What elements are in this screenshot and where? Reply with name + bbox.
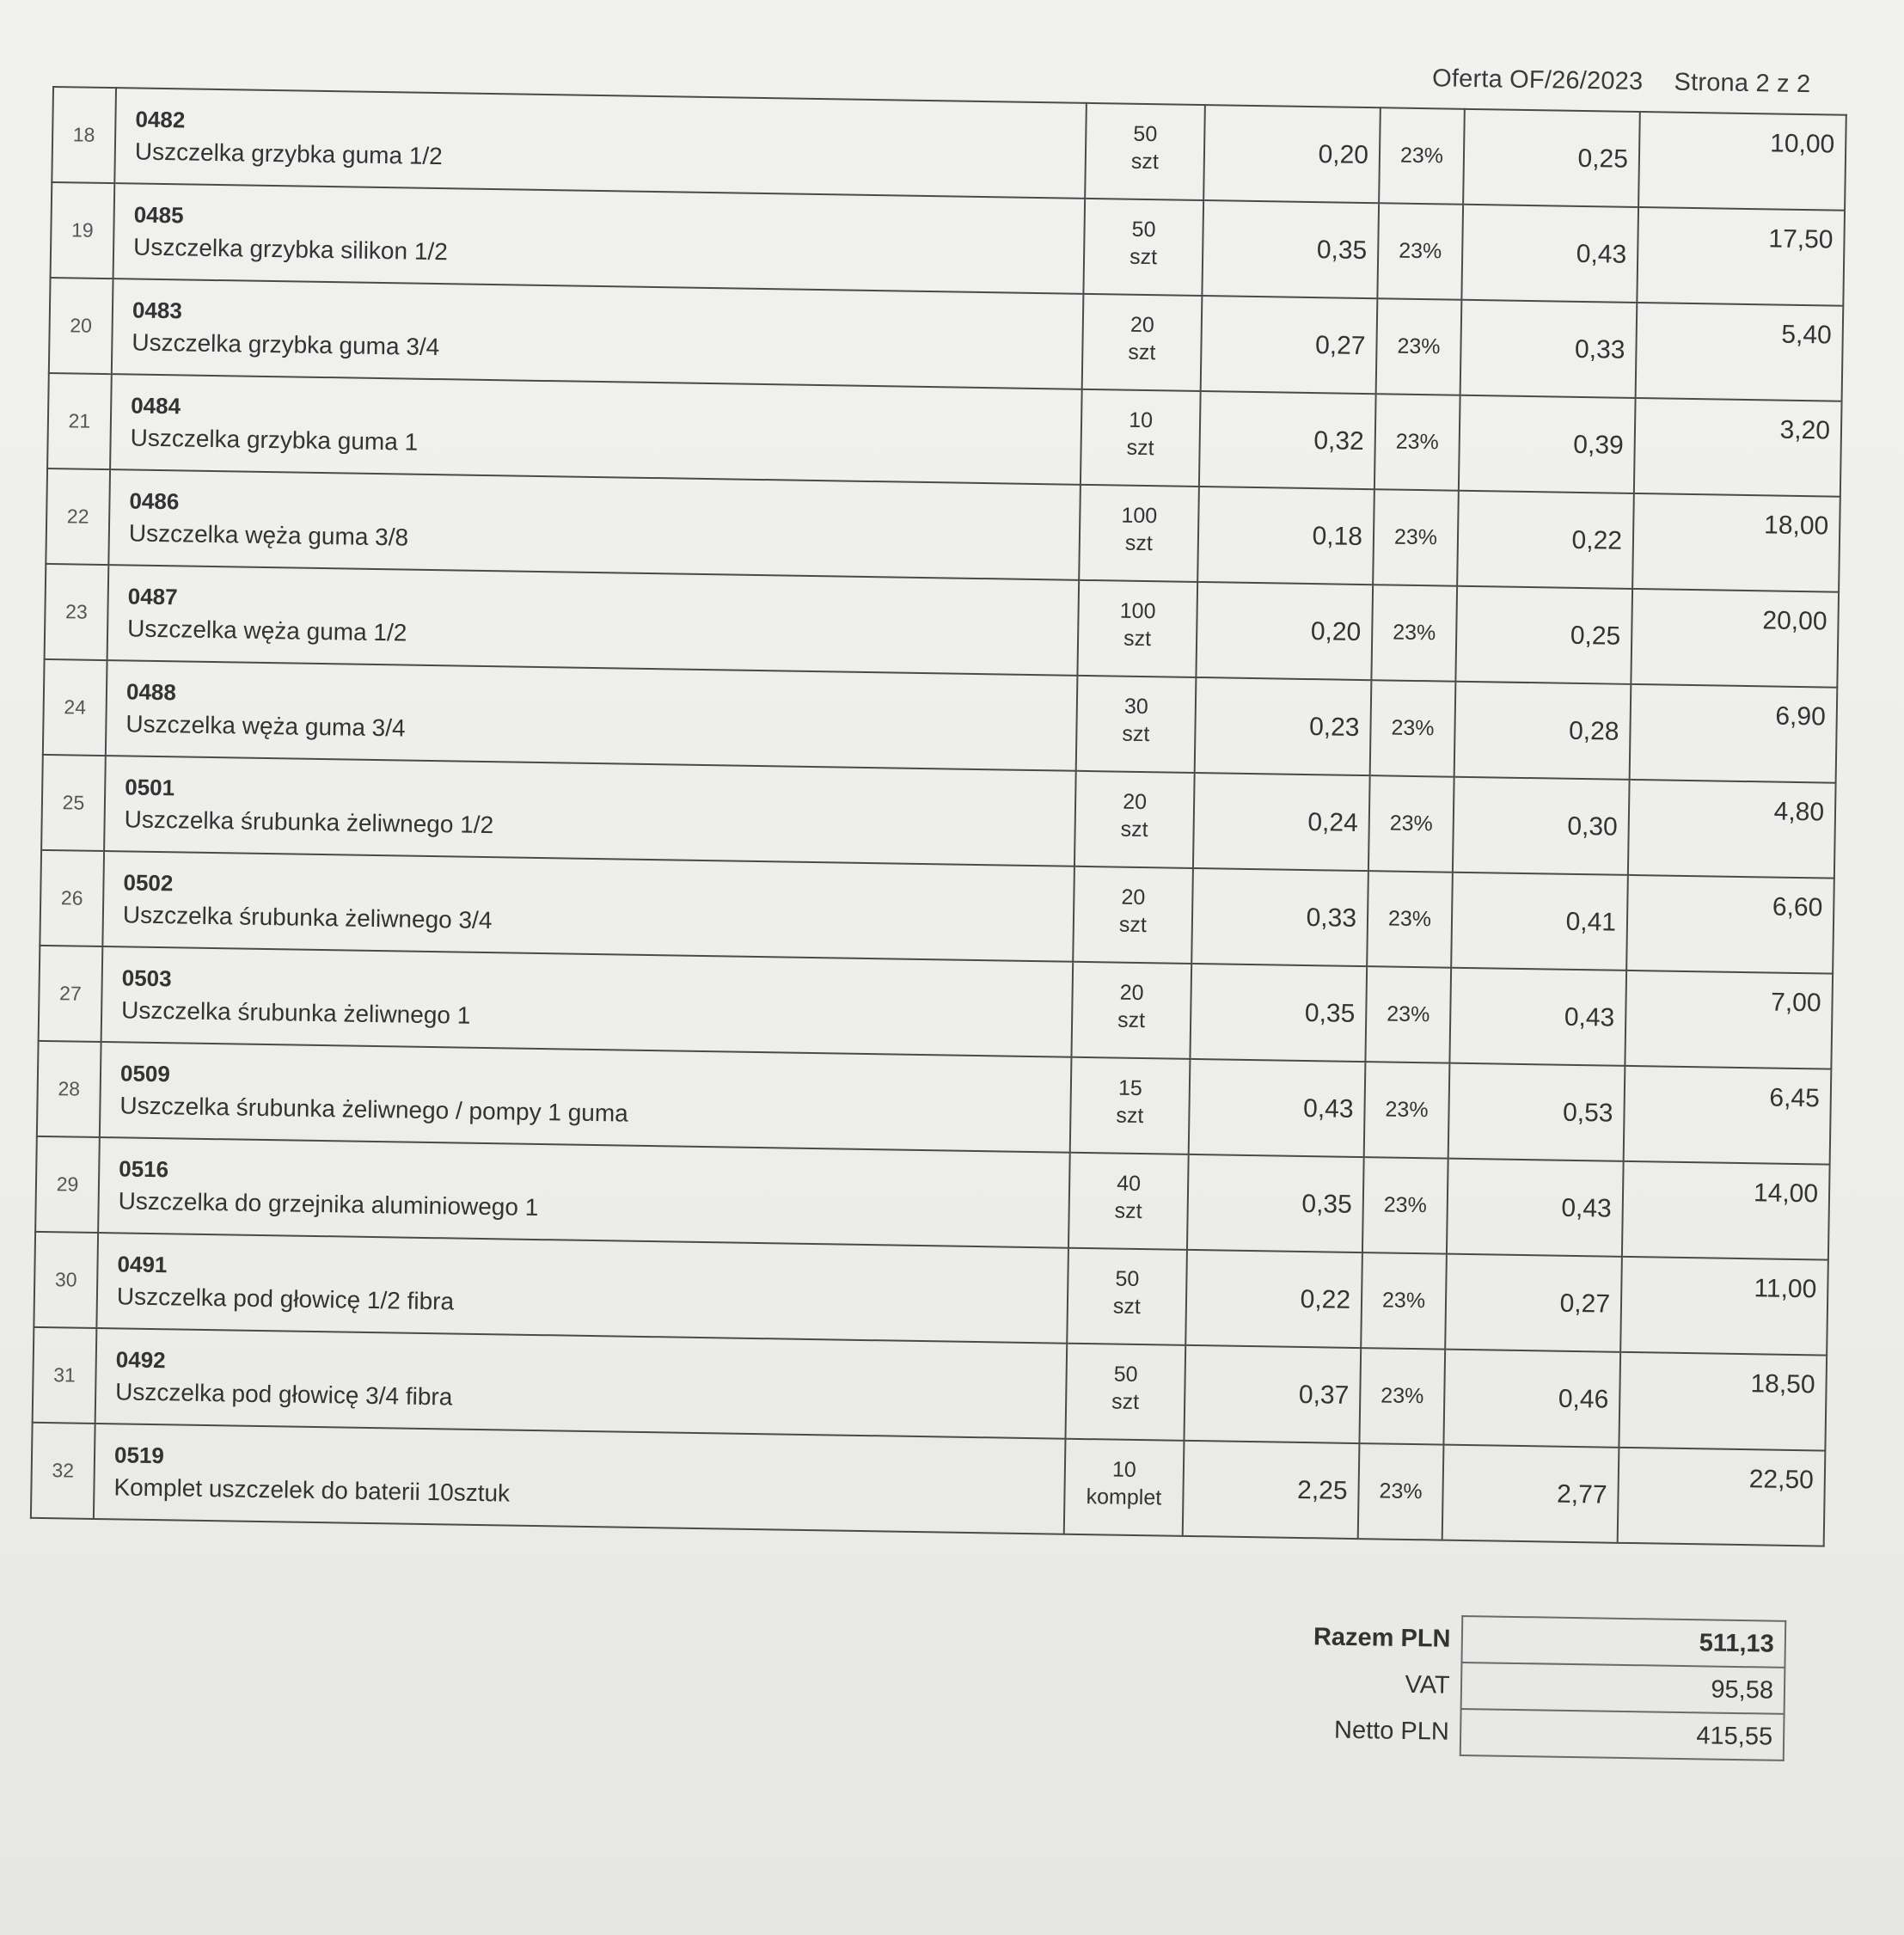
item-net-price: 0,22 [1300,1284,1351,1314]
item-description: Uszczelka pod głowicę 1/2 fibra [116,1283,455,1315]
item-quantity: 10 [1111,1457,1137,1482]
item-quantity: 30 [1123,694,1149,719]
item-description: Uszczelka śrubunka żeliwnego 3/4 [122,901,493,934]
row-number: 25 [41,755,106,851]
item-description: Uszczelka grzybka guma 1/2 [134,138,444,170]
item-gross-price-cell [1463,109,1640,207]
item-vat-cell [1370,680,1456,777]
row-number: 18 [52,87,116,183]
item-net-price: 0,18 [1312,521,1363,551]
item-quantity-cell [1068,1153,1189,1250]
item-net-price-cell [1195,677,1372,775]
item-gross-price: 0,28 [1568,716,1619,746]
row-number: 27 [39,946,103,1042]
item-total: 11,00 [1754,1273,1817,1303]
item-name-cell [107,565,1080,676]
item-quantity: 10 [1128,407,1154,432]
item-gross-price: 0,22 [1571,525,1623,555]
item-gross-price-cell [1451,873,1628,971]
item-unit: szt [1122,721,1150,746]
item-description: Uszczelka węża guma 1/2 [126,615,407,646]
item-quantity-cell [1082,294,1203,391]
item-quantity: 40 [1117,1171,1142,1196]
item-description: Uszczelka grzybka guma 1 [130,424,419,456]
item-gross-price-cell [1454,682,1632,780]
item-quantity: 20 [1123,789,1148,814]
item-gross-price-cell [1460,300,1638,398]
item-code: 0486 [129,487,180,515]
item-total: 22,50 [1748,1464,1815,1494]
item-net-price: 0,33 [1306,903,1357,933]
item-code: 0491 [117,1251,168,1278]
item-gross-price-cell [1455,586,1632,684]
item-gross-price-cell [1448,1063,1625,1161]
item-gross-price: 0,46 [1558,1384,1609,1414]
item-code: 0509 [119,1060,171,1087]
item-code: 0503 [121,964,172,992]
item-name-cell [113,183,1086,294]
item-description: Uszczelka grzybka silikon 1/2 [132,233,449,266]
row-number: 22 [46,468,110,565]
item-total: 20,00 [1762,605,1827,635]
item-vat-cell [1377,203,1463,300]
item-net-price: 0,24 [1307,807,1359,837]
row-number: 21 [47,373,112,469]
item-gross-price: 0,41 [1565,907,1617,937]
offer-number: Oferta OF/26/2023 [1431,64,1644,96]
item-name-cell [96,1233,1068,1344]
item-net-price-cell [1184,1345,1361,1443]
item-gross-price-cell [1459,395,1636,493]
item-quantity-cell [1083,199,1203,296]
item-gross-price: 0,53 [1562,1098,1613,1128]
item-code: 0484 [130,392,181,419]
item-vat-rate: 23% [1385,1097,1429,1123]
item-gross-price-cell [1449,968,1626,1066]
item-vat-rate: 23% [1399,143,1444,168]
item-vat-rate: 23% [1393,620,1436,646]
item-unit: szt [1124,530,1154,555]
item-unit: szt [1111,1389,1140,1414]
item-unit: szt [1130,149,1160,174]
item-description: Uszczelka śrubunka żeliwnego 1 [120,996,471,1029]
item-code: 0488 [126,678,177,706]
item-total: 5,40 [1781,320,1833,350]
item-net-price: 0,37 [1298,1380,1350,1410]
item-total-cell [1630,684,1838,783]
item-unit: komplet [1086,1484,1162,1509]
item-name-cell [100,1042,1072,1153]
item-vat-rate: 23% [1398,238,1442,264]
summary-row-net [1196,1705,1785,1760]
item-quantity: 100 [1119,598,1156,623]
item-code: 0519 [113,1442,165,1469]
item-gross-price-cell [1447,1159,1624,1257]
item-description: Uszczelka węża guma 3/8 [128,519,409,551]
item-description: Uszczelka do grzejnika aluminiowego 1 [118,1187,539,1222]
item-total: 7,00 [1770,988,1821,1017]
item-quantity-cell [1077,580,1197,677]
item-net-price-cell [1193,773,1370,871]
item-vat-rate: 23% [1381,1288,1426,1313]
item-quantity-cell [1067,1248,1187,1345]
item-unit: szt [1128,340,1156,364]
item-vat-cell [1359,1348,1445,1445]
item-unit: szt [1112,1294,1142,1319]
item-quantity-cell [1079,485,1199,582]
item-vat-cell [1365,966,1451,1063]
item-vat-rate: 23% [1393,524,1438,550]
item-total-cell [1620,1257,1828,1356]
item-name-cell [110,374,1082,485]
item-total-cell [1634,398,1842,497]
item-net-price-cell [1191,868,1368,966]
item-quantity: 15 [1117,1075,1143,1100]
net-label: Netto PLN [1333,1716,1450,1746]
item-name-cell [104,756,1076,866]
item-net-price-cell [1187,1154,1364,1252]
item-code: 0502 [123,869,174,897]
item-gross-price: 0,43 [1561,1193,1613,1223]
item-net-price-cell [1196,582,1373,680]
item-description: Komplet uszczelek do baterii 10sztuk [113,1473,511,1507]
row-number: 32 [31,1423,95,1519]
item-vat-rate: 23% [1397,334,1441,359]
item-description: Uszczelka grzybka guma 3/4 [132,328,440,361]
item-description: Uszczelka pod głowicę 3/4 fibra [114,1378,453,1411]
item-gross-price: 0,33 [1574,334,1625,364]
item-total-cell [1618,1448,1826,1546]
item-vat-cell [1379,107,1465,205]
item-gross-price: 0,25 [1577,144,1629,174]
item-vat-rate: 23% [1381,1383,1424,1409]
item-gross-price-cell [1445,1254,1622,1352]
item-unit: szt [1126,435,1154,460]
row-number: 31 [33,1327,97,1424]
item-total-cell [1622,1161,1830,1260]
item-unit: szt [1120,817,1148,842]
item-quantity: 20 [1119,980,1144,1005]
row-number: 19 [51,182,115,279]
item-net-price-cell [1190,964,1367,1062]
item-total: 10,00 [1769,128,1835,159]
item-total: 4,80 [1773,797,1825,826]
item-description: Uszczelka węża guma 3/4 [126,710,406,742]
item-unit: szt [1118,912,1148,937]
item-vat-rate: 23% [1395,429,1439,455]
item-name-cell [101,946,1074,1057]
item-quantity-cell [1074,771,1195,868]
page-number: Strona 2 z 2 [1674,68,1811,99]
item-vat-cell [1368,775,1454,873]
item-unit: szt [1117,1007,1146,1032]
item-gross-price-cell [1453,777,1630,875]
item-quantity: 50 [1115,1266,1140,1291]
items-table [30,86,1847,1547]
item-gross-price-cell [1442,1445,1619,1543]
item-name-cell [108,469,1081,580]
item-vat-cell [1373,489,1459,586]
item-net-price: 0,27 [1314,330,1366,360]
item-net-price-cell [1201,296,1378,394]
item-quantity-cell [1076,676,1197,773]
item-quantity-cell [1085,103,1205,200]
item-vat-cell [1362,1157,1448,1254]
item-total: 6,90 [1775,701,1827,731]
row-number: 28 [37,1041,101,1137]
item-gross-price: 0,43 [1576,239,1627,269]
item-code: 0516 [119,1155,169,1183]
item-vat-rate: 23% [1389,811,1434,836]
item-code: 0485 [133,201,184,229]
item-gross-price: 0,25 [1570,621,1621,651]
item-quantity: 100 [1121,503,1158,528]
item-total-cell [1619,1352,1827,1451]
item-total: 3,20 [1779,415,1831,445]
item-net-price-cell [1189,1059,1366,1157]
item-code: 0501 [125,774,175,801]
item-net-price: 0,35 [1301,1189,1353,1219]
item-total: 6,60 [1772,892,1823,922]
item-name-cell [112,279,1084,389]
item-name-cell [94,1424,1066,1534]
item-quantity: 50 [1113,1362,1138,1387]
item-net-price: 0,32 [1313,426,1365,456]
item-name-cell [95,1328,1068,1439]
item-code: 0492 [115,1346,166,1374]
item-net-price: 0,43 [1302,1093,1354,1124]
item-net-price-cell [1199,391,1376,489]
offer-document [52,34,1835,1751]
item-net-price: 0,20 [1318,139,1369,169]
item-quantity-cell [1071,962,1191,1059]
item-net-price: 0,20 [1310,616,1362,646]
item-quantity: 50 [1131,217,1156,242]
item-vat-cell [1376,298,1462,395]
item-quantity-cell [1073,866,1193,964]
item-total-cell [1624,1066,1832,1165]
item-description: Uszczelka śrubunka żeliwnego 1/2 [124,805,494,839]
item-code: 0487 [127,583,178,610]
item-gross-price-cell [1457,491,1634,589]
item-name-cell [106,660,1078,771]
item-vat-cell [1374,394,1460,491]
item-quantity: 50 [1133,121,1158,146]
item-net-price-cell [1202,200,1379,298]
item-gross-price: 0,27 [1559,1289,1611,1319]
item-total-cell [1636,303,1844,401]
item-gross-price: 2,77 [1556,1479,1607,1509]
item-net-price: 2,25 [1296,1475,1348,1505]
item-code: 0482 [135,106,186,133]
item-net-price-cell [1185,1250,1362,1348]
item-vat-cell [1358,1443,1444,1540]
vat-label: VAT [1405,1670,1450,1699]
item-gross-price-cell [1461,205,1638,303]
item-gross-price: 0,39 [1573,430,1624,460]
item-total: 14,00 [1753,1178,1819,1208]
row-number: 23 [45,564,109,660]
row-number: 29 [35,1136,100,1233]
item-vat-rate: 23% [1387,1001,1430,1027]
item-gross-price-cell [1443,1350,1620,1448]
item-quantity: 20 [1130,312,1154,337]
item-vat-rate: 23% [1379,1479,1423,1504]
item-code: 0483 [132,297,183,324]
item-vat-cell [1367,871,1453,968]
item-net-price: 0,35 [1304,998,1356,1028]
summary-table [1196,1611,1786,1761]
item-name-cell [114,88,1087,199]
item-unit: szt [1114,1198,1142,1223]
item-vat-rate: 23% [1383,1192,1428,1218]
item-total-cell [1626,875,1834,974]
page-header [1408,64,1811,99]
item-quantity: 20 [1121,885,1146,909]
row-number: 24 [43,659,107,756]
item-net-price: 0,35 [1316,235,1368,265]
item-quantity-cell [1064,1439,1185,1536]
item-total-cell [1628,780,1836,879]
item-vat-rate: 23% [1391,715,1435,741]
item-total-cell [1638,112,1846,211]
item-total: 17,50 [1768,224,1834,254]
item-total: 18,50 [1750,1369,1815,1399]
item-net-price-cell [1203,105,1381,203]
item-total-cell [1631,589,1839,688]
item-vat-cell [1364,1062,1450,1159]
item-unit: szt [1116,1103,1144,1128]
total-value: 511,13 [1461,1616,1785,1668]
item-net-price: 0,23 [1308,712,1360,742]
item-vat-cell [1361,1252,1447,1350]
row-number: 20 [49,278,113,374]
item-total: 18,00 [1763,510,1829,541]
net-value: 415,55 [1460,1709,1784,1760]
item-total-cell [1625,971,1833,1069]
item-total-cell [1632,493,1840,592]
item-total: 6,45 [1769,1083,1821,1112]
item-description: Uszczelka śrubunka żeliwnego / pompy 1 guma [119,1092,629,1127]
item-quantity-cell [1081,389,1201,487]
item-net-price-cell [1197,487,1374,585]
item-total-cell [1637,207,1845,306]
item-unit: szt [1129,244,1158,269]
item-name-cell [98,1137,1070,1248]
item-unit: szt [1123,626,1152,651]
item-net-price-cell [1183,1441,1360,1539]
total-label: Razem PLN [1313,1622,1451,1653]
item-vat-cell [1371,585,1457,682]
item-gross-price: 0,30 [1567,811,1619,842]
item-name-cell [102,851,1074,962]
vat-value: 95,58 [1460,1663,1785,1714]
item-gross-price: 0,43 [1564,1002,1615,1032]
item-quantity-cell [1065,1344,1185,1441]
row-number: 26 [40,850,104,946]
item-quantity-cell [1070,1057,1191,1154]
row-number: 30 [34,1232,98,1328]
item-vat-rate: 23% [1387,906,1432,932]
